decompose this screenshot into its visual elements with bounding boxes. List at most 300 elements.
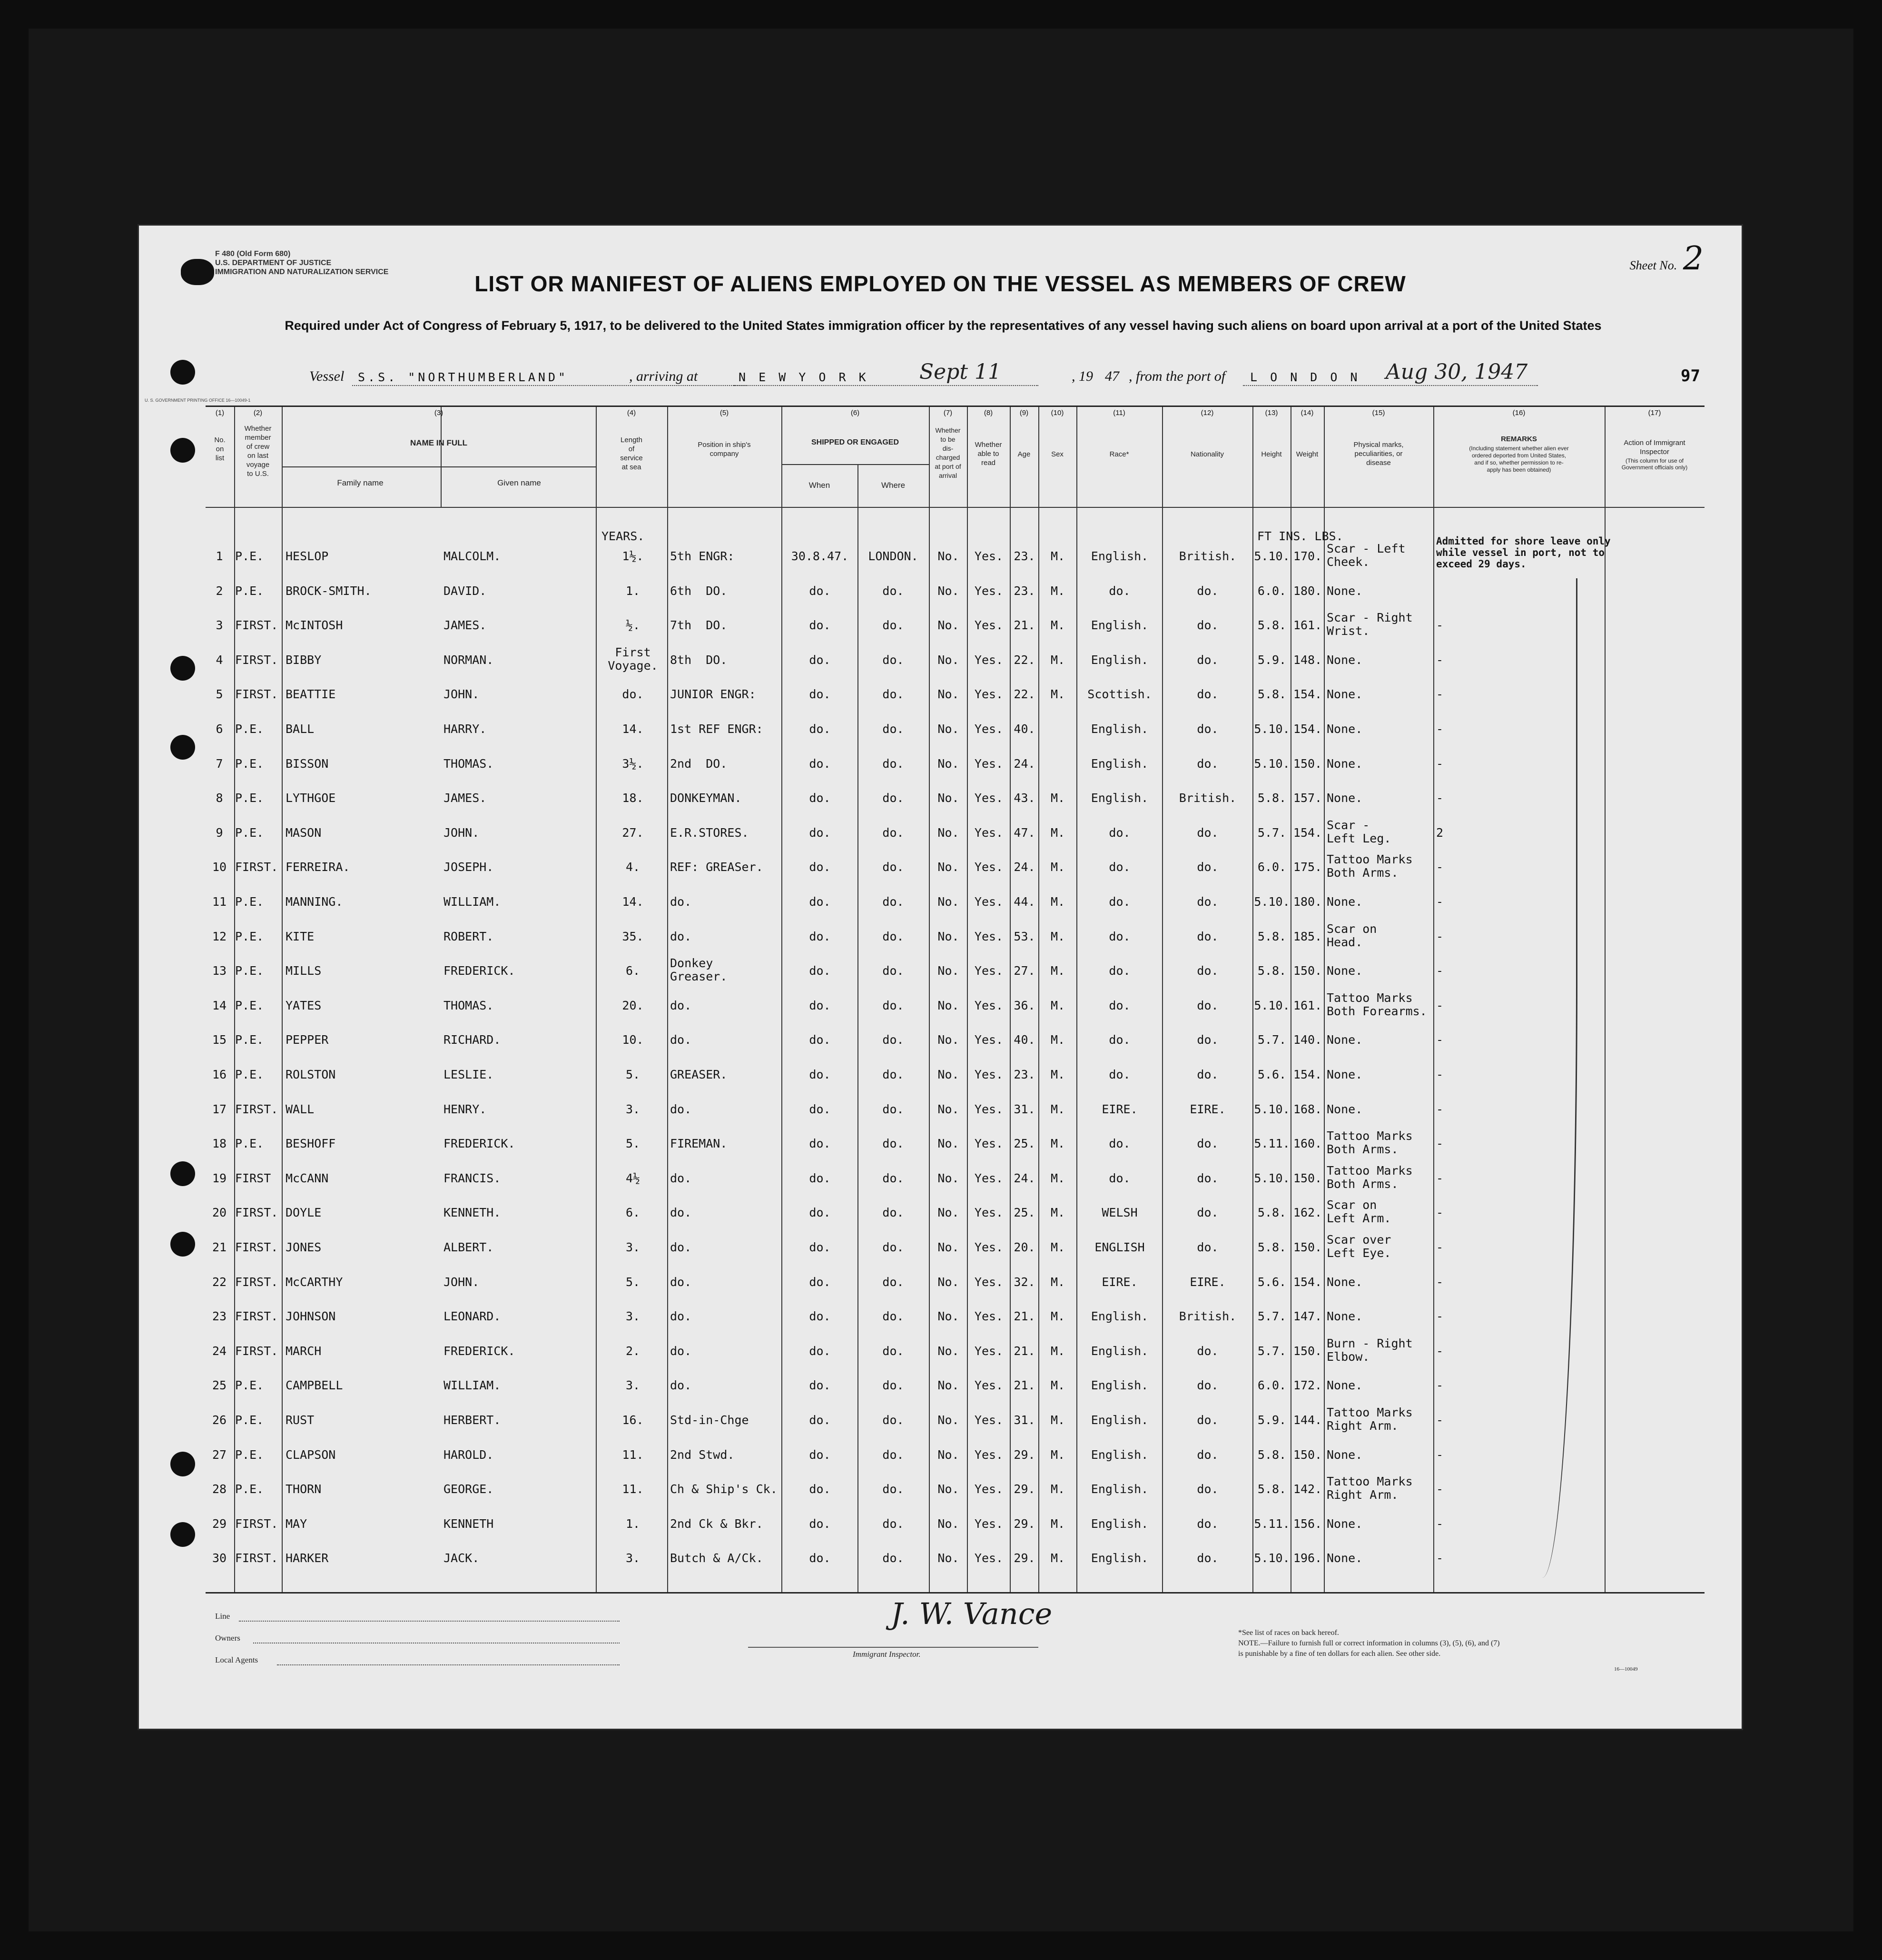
col-num-11: (11) (1113, 409, 1125, 417)
physical-marks: None. (1327, 1378, 1363, 1393)
age: 43. (1014, 791, 1035, 805)
manifest-sheet (139, 226, 1742, 1729)
shipped-where: do. (882, 825, 904, 840)
able-to-read: Yes. (974, 1240, 1004, 1254)
nationality: do. (1197, 1551, 1219, 1565)
gpo-note: U. S. GOVERNMENT PRINTING OFFICE 16—10049-1 (145, 398, 251, 403)
position: E.R.STORES. (670, 825, 749, 840)
position: 2nd DO. (670, 756, 728, 771)
able-to-read: Yes. (974, 1206, 1004, 1220)
vessel-name: S.S. "NORTHUMBERLAND" (358, 370, 569, 384)
length-of-service: 11. (622, 1447, 644, 1462)
length-of-service: 1½. (622, 549, 644, 563)
given-name: LEONARD. (443, 1309, 501, 1324)
able-to-read: Yes. (974, 549, 1004, 563)
race: English. (1091, 791, 1149, 805)
previous-voyage: P.E. (235, 964, 264, 978)
to-be-discharged: No. (937, 1344, 959, 1358)
position: 8th DO. (670, 653, 728, 667)
weight: 180. (1293, 895, 1322, 909)
col-num-7: (7) (943, 409, 953, 417)
remarks: - (1436, 1068, 1444, 1081)
height: 5.7. (1257, 825, 1287, 840)
height: 5.7. (1257, 1033, 1287, 1047)
position: do. (670, 998, 692, 1012)
height: 5.8. (1257, 929, 1287, 943)
to-be-discharged: No. (937, 895, 959, 909)
shipped-where: do. (882, 1068, 904, 1081)
to-be-discharged: No. (937, 1206, 959, 1220)
header-where: Where (881, 481, 906, 490)
age: 44. (1014, 895, 1035, 909)
punch-hole (170, 360, 195, 385)
weight: 161. (1293, 618, 1322, 633)
race: English. (1091, 1551, 1149, 1565)
sex: M. (1050, 1240, 1065, 1254)
shipped-where: do. (882, 1309, 904, 1324)
age: 29. (1014, 1447, 1035, 1462)
physical-marks: Tattoo Marks Right Arm. (1327, 1475, 1413, 1502)
remarks: - (1436, 895, 1444, 909)
position: REF: GREASer. (670, 860, 763, 874)
shipped-when: do. (809, 825, 831, 840)
header-height: Height (1261, 450, 1282, 458)
from-label: , from the port of (1129, 368, 1226, 384)
remarks: - (1436, 618, 1444, 633)
shipped-where: do. (882, 1033, 904, 1047)
row-number: 21 (212, 1240, 227, 1254)
row-number: 16 (212, 1068, 227, 1081)
previous-voyage: FIRST. (235, 687, 278, 702)
previous-voyage: FIRST. (235, 618, 278, 633)
length-of-service: 6. (625, 1206, 640, 1220)
previous-voyage: P.E. (235, 1482, 264, 1496)
line-label: Line (215, 1612, 230, 1621)
sex: M. (1050, 1551, 1065, 1565)
position: do. (670, 1378, 692, 1393)
family-name: ROLSTON (286, 1068, 336, 1081)
header-name-in-full: NAME IN FULL (410, 438, 467, 447)
shipped-when: do. (809, 1344, 831, 1358)
previous-voyage: FIRST. (235, 1516, 278, 1531)
shipped-where: do. (882, 860, 904, 874)
header-age: Age (1017, 450, 1031, 458)
given-name: GEORGE. (443, 1482, 494, 1496)
physical-marks: None. (1327, 791, 1363, 805)
shipped-when: do. (809, 998, 831, 1012)
row-number: 5 (216, 687, 223, 702)
to-be-discharged: No. (937, 1240, 959, 1254)
given-name: KENNETH. (443, 1206, 501, 1220)
sheet-label: Sheet No. (1629, 258, 1677, 272)
to-be-discharged: No. (937, 618, 959, 633)
nationality: do. (1197, 1137, 1219, 1151)
nationality: do. (1197, 1033, 1219, 1047)
to-be-discharged: No. (937, 825, 959, 840)
able-to-read: Yes. (974, 584, 1004, 598)
row-number: 14 (212, 998, 227, 1012)
row-number: 10 (212, 860, 227, 874)
weight: 150. (1293, 1344, 1322, 1358)
header-whether-member: Whether member of crew on last voyage to U.S. (244, 425, 272, 478)
race: do. (1109, 964, 1131, 978)
position: do. (670, 1275, 692, 1289)
given-name: KENNETH (443, 1516, 494, 1531)
nationality: do. (1197, 1344, 1219, 1358)
race: ENGLISH (1094, 1240, 1145, 1254)
position: do. (670, 1206, 692, 1220)
sex: M. (1050, 1206, 1065, 1220)
remarks: - (1436, 1275, 1444, 1289)
physical-marks: None. (1327, 1068, 1363, 1081)
sex: M. (1050, 1344, 1065, 1358)
row-number: 7 (216, 756, 223, 771)
family-name: CAMPBELL (286, 1378, 343, 1393)
able-to-read: Yes. (974, 860, 1004, 874)
sex: M. (1050, 964, 1065, 978)
to-be-discharged: No. (937, 1309, 959, 1324)
to-be-discharged: No. (937, 1482, 959, 1496)
able-to-read: Yes. (974, 1378, 1004, 1393)
race: WELSH (1102, 1206, 1138, 1220)
to-be-discharged: No. (937, 1413, 959, 1427)
to-be-discharged: No. (937, 1275, 959, 1289)
shipped-where: do. (882, 964, 904, 978)
height: 5.11. (1254, 1516, 1290, 1531)
age: 36. (1014, 998, 1035, 1012)
position: do. (670, 1309, 692, 1324)
nationality: do. (1197, 1240, 1219, 1254)
physical-marks: None. (1327, 1033, 1363, 1047)
able-to-read: Yes. (974, 1447, 1004, 1462)
previous-voyage: P.E. (235, 929, 264, 943)
shipped-where: do. (882, 653, 904, 667)
col-num-15: (15) (1372, 409, 1385, 417)
position: do. (670, 929, 692, 943)
age: 22. (1014, 653, 1035, 667)
height: 5.8. (1257, 1240, 1287, 1254)
row-number: 15 (212, 1033, 227, 1047)
previous-voyage: P.E. (235, 722, 264, 736)
race: do. (1109, 1033, 1131, 1047)
remarks: - (1436, 1482, 1444, 1496)
length-of-service: do. (622, 687, 644, 702)
height: 5.10. (1254, 895, 1290, 909)
age: 53. (1014, 929, 1035, 943)
remarks: - (1436, 1206, 1444, 1220)
remarks: - (1436, 1137, 1444, 1151)
nationality: do. (1197, 1447, 1219, 1462)
page-title: LIST OR MANIFEST OF ALIENS EMPLOYED ON THE VESSEL AS MEMBERS OF CREW (474, 271, 1406, 296)
inspector-signature: J. W. Vance (891, 1596, 1053, 1631)
year-suffix: 47 (1105, 368, 1119, 384)
physical-marks: None. (1327, 722, 1363, 736)
age: 29. (1014, 1551, 1035, 1565)
nationality: do. (1197, 1378, 1219, 1393)
race: do. (1109, 929, 1131, 943)
shipped-where: do. (882, 895, 904, 909)
family-name: MANNING. (286, 895, 343, 909)
position: GREASER. (670, 1068, 728, 1081)
position: do. (670, 1102, 692, 1116)
shipped-where: do. (882, 722, 904, 736)
previous-voyage: FIRST. (235, 1309, 278, 1324)
weight: 154. (1293, 1068, 1322, 1081)
height: 5.6. (1257, 1275, 1287, 1289)
age: 21. (1014, 618, 1035, 633)
punch-hole (170, 1161, 195, 1186)
given-name: FRANCIS. (443, 1171, 501, 1185)
shipped-where: do. (882, 1137, 904, 1151)
shipped-when: do. (809, 964, 831, 978)
race: English. (1091, 756, 1149, 771)
previous-voyage: P.E. (235, 584, 264, 598)
able-to-read: Yes. (974, 618, 1004, 633)
race: do. (1109, 895, 1131, 909)
height: 5.8. (1257, 687, 1287, 702)
nationality: do. (1197, 1171, 1219, 1185)
weight: 150. (1293, 1447, 1322, 1462)
physical-marks: None. (1327, 653, 1363, 667)
shipped-when: do. (809, 1206, 831, 1220)
race: English. (1091, 722, 1149, 736)
position: JUNIOR ENGR: (670, 687, 756, 702)
to-be-discharged: No. (937, 929, 959, 943)
races-note: *See list of races on back hereof. (1238, 1629, 1339, 1637)
nationality: do. (1197, 1413, 1219, 1427)
age: 20. (1014, 1240, 1035, 1254)
sheet-number-value: 2 (1683, 240, 1704, 277)
race: English. (1091, 1516, 1149, 1531)
nationality: do. (1197, 860, 1219, 874)
race: do. (1109, 1171, 1131, 1185)
shipped-where: do. (882, 1240, 904, 1254)
length-of-service: 6. (625, 964, 640, 978)
sex: M. (1050, 1516, 1065, 1531)
punch-hole (170, 1522, 195, 1547)
position: 2nd Stwd. (670, 1447, 735, 1462)
sex: M. (1050, 1378, 1065, 1393)
weight: 162. (1293, 1206, 1322, 1220)
height: 5.11. (1254, 1137, 1290, 1151)
shipped-when: do. (809, 895, 831, 909)
shipped-where: do. (882, 929, 904, 943)
row-number: 4 (216, 653, 223, 667)
given-name: ALBERT. (443, 1240, 494, 1254)
remarks: - (1436, 1309, 1444, 1324)
given-name: FREDERICK. (443, 1137, 515, 1151)
shipped-where: do. (882, 1206, 904, 1220)
able-to-read: Yes. (974, 929, 1004, 943)
height: 5.8. (1257, 618, 1287, 633)
nationality: EIRE. (1190, 1102, 1226, 1116)
length-of-service: 3. (625, 1240, 640, 1254)
given-name: LESLIE. (443, 1068, 494, 1081)
weight: 168. (1293, 1102, 1322, 1116)
remarks: Admitted for shore leave only while vessel in port, not to exceed 29 days. (1436, 535, 1611, 570)
header-race: Race* (1109, 450, 1129, 458)
header-given-name: Given name (497, 478, 541, 487)
race: English. (1091, 1344, 1149, 1358)
race: do. (1109, 825, 1131, 840)
col-num-2: (2) (253, 409, 263, 417)
sex: M. (1050, 618, 1065, 633)
race: do. (1109, 1137, 1131, 1151)
previous-voyage: FIRST. (235, 653, 278, 667)
punch-hole (170, 1452, 195, 1476)
departure-date: Aug 30, 1947 (1386, 360, 1528, 384)
sex: M. (1050, 791, 1065, 805)
position: do. (670, 1033, 692, 1047)
shipped-where: LONDON. (868, 549, 918, 563)
row-number: 23 (212, 1309, 227, 1324)
given-name: NORMAN. (443, 653, 494, 667)
shipped-when: do. (809, 722, 831, 736)
shipped-where: do. (882, 1378, 904, 1393)
age: 29. (1014, 1482, 1035, 1496)
race: Scottish. (1087, 687, 1152, 702)
weight: 147. (1293, 1309, 1322, 1324)
col-num-8: (8) (984, 409, 993, 417)
nationality: do. (1197, 998, 1219, 1012)
weight: 154. (1293, 687, 1322, 702)
remarks-bracket (1519, 578, 1577, 1578)
weight: 154. (1293, 1275, 1322, 1289)
remarks: - (1436, 756, 1444, 771)
weight: 140. (1293, 1033, 1322, 1047)
height: 5.8. (1257, 791, 1287, 805)
crew-table (206, 406, 1705, 1594)
family-name: McINTOSH (286, 618, 343, 633)
height: 5.10. (1254, 756, 1290, 771)
physical-marks: Scar on Left Arm. (1327, 1198, 1391, 1226)
col-num-17: (17) (1648, 409, 1661, 417)
age: 24. (1014, 1171, 1035, 1185)
race: English. (1091, 1309, 1149, 1324)
physical-marks: Scar over Left Eye. (1327, 1233, 1391, 1260)
height: 5.10. (1254, 1102, 1290, 1116)
to-be-discharged: No. (937, 722, 959, 736)
sex: M. (1050, 1413, 1065, 1427)
family-name: RUST (286, 1413, 315, 1427)
family-name: JONES (286, 1240, 322, 1254)
weight: 161. (1293, 998, 1322, 1012)
previous-voyage: P.E. (235, 1413, 264, 1427)
shipped-when: do. (809, 1102, 831, 1116)
sex: M. (1050, 653, 1065, 667)
family-name: BALL (286, 722, 315, 736)
sex: M. (1050, 549, 1065, 563)
race: English. (1091, 1447, 1149, 1462)
given-name: HARRY. (443, 722, 487, 736)
height: 5.10. (1254, 549, 1290, 563)
year-prefix: , 19 (1072, 368, 1093, 384)
previous-voyage: FIRST. (235, 1275, 278, 1289)
remarks: - (1436, 998, 1444, 1012)
weight: 156. (1293, 1516, 1322, 1531)
age: 40. (1014, 722, 1035, 736)
physical-marks: Scar - Left Leg. (1327, 818, 1391, 845)
length-of-service: 1. (625, 1516, 640, 1531)
previous-voyage: FIRST. (235, 1102, 278, 1116)
length-of-service: 5. (625, 1275, 640, 1289)
length-of-service: 3. (625, 1102, 640, 1116)
header-length-service: Length of service at sea (620, 436, 643, 471)
shipped-where: do. (882, 1551, 904, 1565)
nationality: do. (1197, 1516, 1219, 1531)
punch-hole (170, 1232, 195, 1257)
able-to-read: Yes. (974, 1171, 1004, 1185)
physical-marks: Tattoo Marks Both Forearms. (1327, 990, 1427, 1018)
punch-hole (170, 656, 195, 681)
given-name: JACK. (443, 1551, 480, 1565)
row-number: 28 (212, 1482, 227, 1496)
given-name: ROBERT. (443, 929, 494, 943)
position: Ch & Ship's Ck. (670, 1482, 778, 1496)
height: 5.7. (1257, 1309, 1287, 1324)
arrival-date: Sept 11 (919, 360, 1002, 384)
given-name: JOSEPH. (443, 860, 494, 874)
sex: M. (1050, 1309, 1065, 1324)
able-to-read: Yes. (974, 998, 1004, 1012)
family-name: YATES (286, 998, 322, 1012)
nationality: do. (1197, 1482, 1219, 1496)
length-of-service: 3½. (622, 756, 644, 771)
able-to-read: Yes. (974, 653, 1004, 667)
able-to-read: Yes. (974, 895, 1004, 909)
row-number: 29 (212, 1516, 227, 1531)
header-position: Position in ship's company (698, 441, 751, 458)
header-discharged: Whether to be dis- charged at port of arrival (935, 426, 961, 479)
row-number: 3 (216, 618, 223, 633)
nationality: EIRE. (1190, 1275, 1226, 1289)
row-number: 9 (216, 825, 223, 840)
sex: M. (1050, 1137, 1065, 1151)
weight: 154. (1293, 722, 1322, 736)
age: 21. (1014, 1309, 1035, 1324)
col-num-5: (5) (719, 409, 729, 417)
form-number: F 480 (Old Form 680) U.S. DEPARTMENT OF JUSTICE IMMIGRATION AND NATURALIZATION SERVICE (215, 250, 389, 276)
race: English. (1091, 1482, 1149, 1496)
print-code: 16—10049 (1614, 1666, 1638, 1672)
given-name: JAMES. (443, 791, 487, 805)
shipped-when: do. (809, 1413, 831, 1427)
to-be-discharged: No. (937, 998, 959, 1012)
family-name: BEATTIE (286, 687, 336, 702)
height: 5.8. (1257, 1482, 1287, 1496)
years-label: YEARS. (601, 529, 645, 543)
arriving-label: , arriving at (629, 368, 698, 384)
age: 21. (1014, 1344, 1035, 1358)
position: Donkey Greaser. (670, 956, 728, 984)
row-number: 13 (212, 964, 227, 978)
physical-marks: None. (1327, 1516, 1363, 1531)
to-be-discharged: No. (937, 791, 959, 805)
position: do. (670, 1344, 692, 1358)
nationality: do. (1197, 584, 1219, 598)
previous-voyage: P.E. (235, 895, 264, 909)
height: 5.10. (1254, 1551, 1290, 1565)
to-be-discharged: No. (937, 860, 959, 874)
col-num-10: (10) (1051, 409, 1064, 417)
position: do. (670, 895, 692, 909)
height: 5.8. (1257, 964, 1287, 978)
to-be-discharged: No. (937, 653, 959, 667)
family-name: JOHNSON (286, 1309, 336, 1324)
weight: 150. (1293, 1171, 1322, 1185)
shipped-when: do. (809, 1137, 831, 1151)
header-physical: Physical marks, peculiarities, or disease (1353, 441, 1404, 467)
